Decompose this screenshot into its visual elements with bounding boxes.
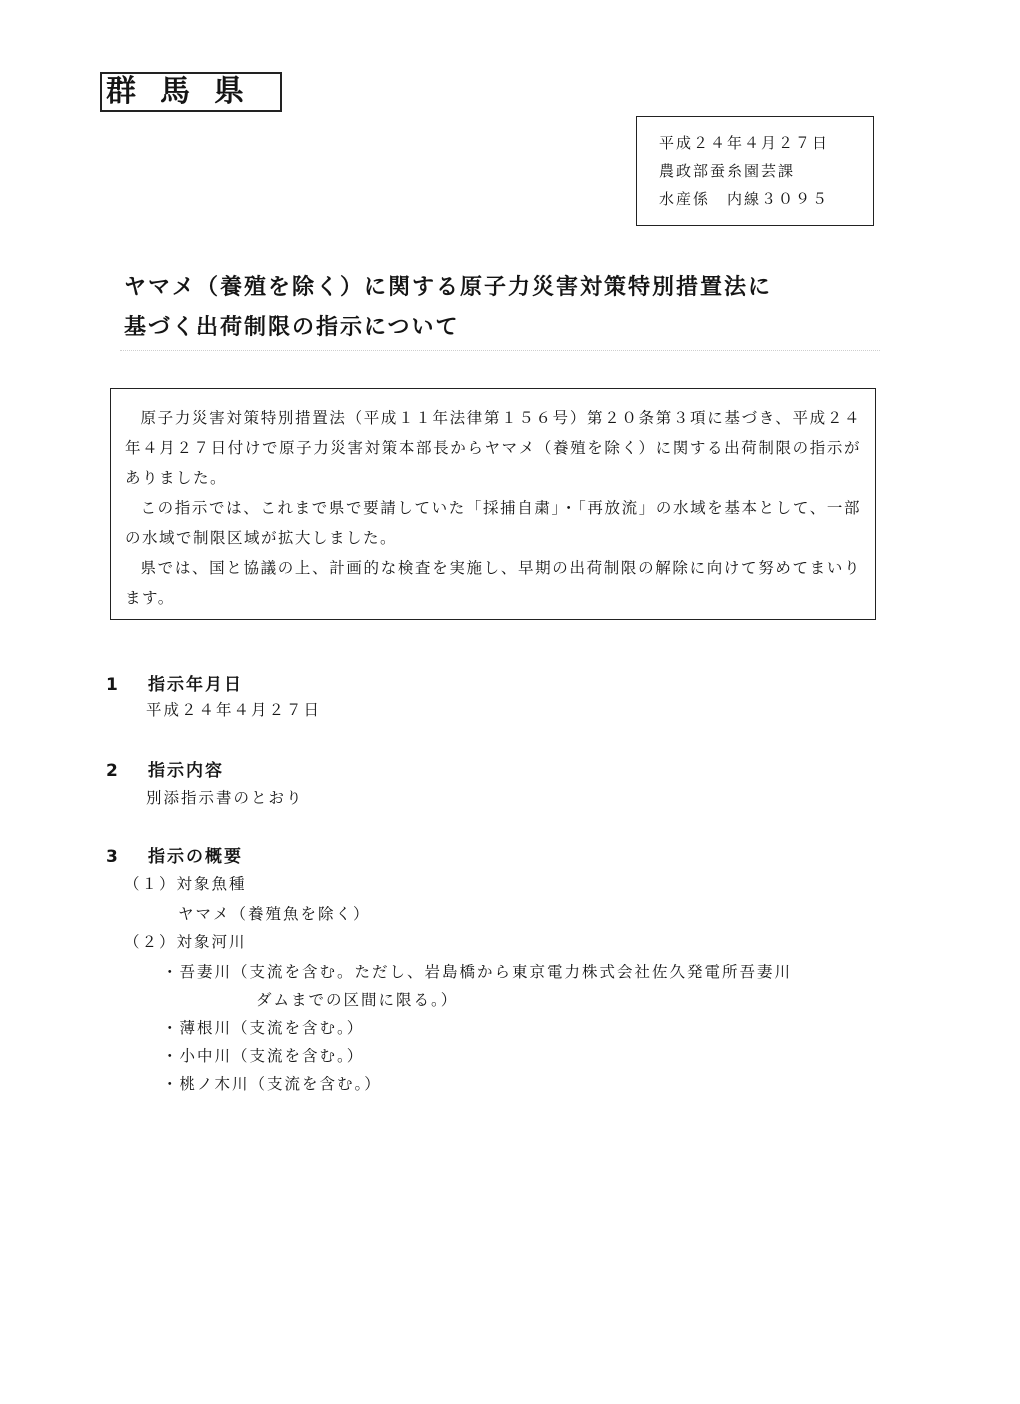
section-2-title: 指示内容 (148, 761, 224, 781)
summary-paragraph-3: 県では、国と協議の上、計画的な検査を実施し、早期の出荷制限の解除に向けて努めてまいります。 (125, 559, 861, 607)
section-1-number: 1 (106, 675, 120, 695)
summary-paragraph-1: 原子力災害対策特別措置法（平成１１年法律第１５６号）第２０条第３項に基づき、平成２４年４月２７日付けで原子力災害対策本部長からヤマメ（養殖を除く）に関する出荷制限の指示がありました。 (125, 409, 861, 487)
document-title (124, 268, 884, 348)
section-2-body: 別添指示書のとおり (146, 789, 304, 807)
section-1-title: 指示年月日 (148, 675, 243, 695)
issue-date: 平成２４年４月２７日 (659, 134, 830, 152)
river-konaka: ・小中川（支流を含む。） (162, 1047, 365, 1065)
prefecture-label: 群馬県 (100, 72, 282, 112)
scan-dotted-rule (120, 350, 880, 351)
contact-extension: 水産係 内線３０９５ (659, 190, 830, 208)
title-line-2: 基づく出荷制限の指示について (124, 315, 460, 340)
river-agatsuma-continuation: ダムまでの区間に限る。） (256, 991, 459, 1009)
section-3-title: 指示の概要 (148, 847, 243, 867)
river-usune: ・薄根川（支流を含む。） (162, 1019, 365, 1037)
overview-item-2-label: （２）対象河川 (124, 933, 247, 951)
summary-box (110, 388, 876, 620)
overview-item-1-label: （１）対象魚種 (124, 875, 247, 893)
section-1-heading (106, 670, 243, 695)
section-2-number: 2 (106, 761, 120, 781)
issuer-info-box (636, 116, 874, 226)
river-agatsuma: ・吾妻川（支流を含む。ただし、岩島橋から東京電力株式会社佐久発電所吾妻川 (162, 963, 793, 981)
section-3-heading (106, 842, 243, 867)
section-2-heading (106, 756, 224, 781)
title-line-1: ヤマメ（養殖を除く）に関する原子力災害対策特別措置法に (124, 275, 773, 300)
river-momonoki: ・桃ノ木川（支流を含む。） (162, 1075, 382, 1093)
overview-item-1-value: ヤマメ（養殖魚を除く） (178, 905, 371, 923)
department-name: 農政部蚕糸園芸課 (659, 162, 796, 180)
section-1-body: 平成２４年４月２７日 (146, 701, 322, 719)
summary-paragraph-2: この指示では、これまで県で要請していた「採捕自粛」・「再放流」の水域を基本として、一部の水域で制限区域が拡大しました。 (125, 499, 861, 547)
section-3-number: 3 (106, 847, 120, 867)
